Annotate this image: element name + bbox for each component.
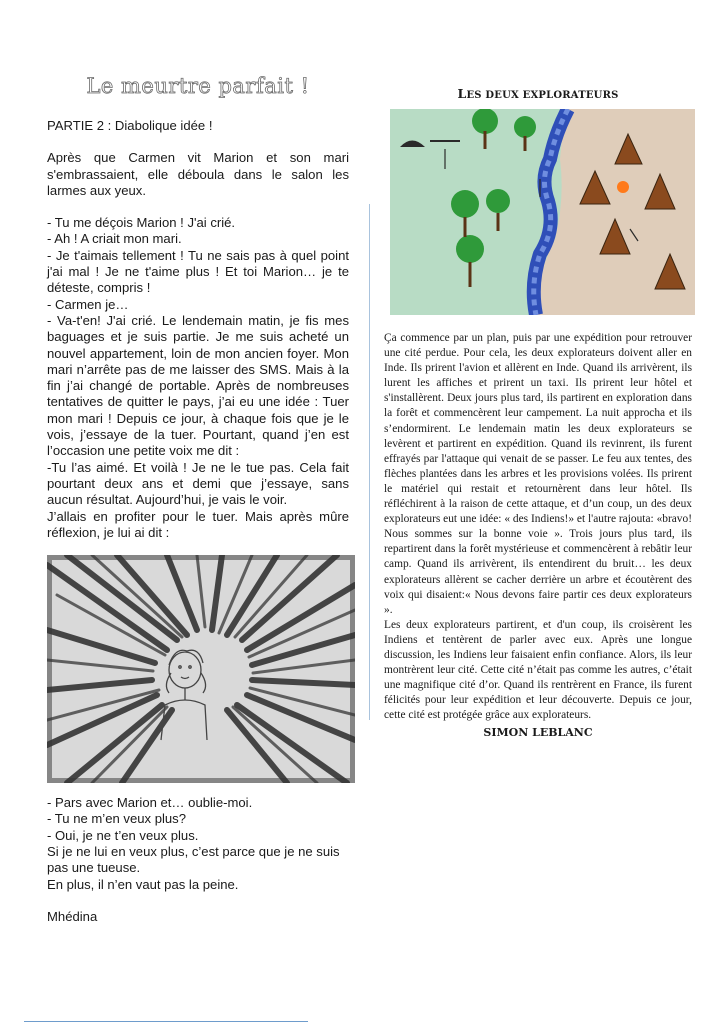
explorers-paragraph: Ça commence par un plan, puis par une expédition pour retrouver une cité perdue. Pour cela, les deux explorateurs doivent aller en Inde. Ils prirent l'avion et allèrent en Inde. Quand ils arrivèrent, ils lurent les affiches et prirent un taxi. Ils prirent leur hôtel et s'installèrent. Deux jours plus tard, ils partirent en exploration dans la forêt et commencèrent leur campement. La nuit approcha et ils s’endormirent. Le lendemain matin les deux explorateurs se levèrent et partirent en expédition. Quand ils revinrent, ils furent effrayés par l'attaque qui venait de se passer. Le feu aux tentes, des flèches plantées dans les arbres et les provisions volées. Ils prirent le matériel qui restait et retournèrent dans leur hôtel. Ils réfléchirent à la raison de cette attaque, et d’un coup, un des deux explorateurs eut une idée: « des Indiens!» et l'autre rajouta: «bravo! Nous sommes sur la bonne voie ». Trois jours plus tard, ils repartirent dans la forêt mystérieuse et commencèrent à rebâtir leur camp. Quand ils arrivèrent, ils entendirent du bruit… les deux explorateurs allèrent se cacher derrière un arbre et écoutèrent des voix qui disaient:« Nous devons faire partir ces deux explorateurs ». [384,332,692,616]
left-author: Mhédina [47,908,98,924]
dialogue-line: - Tu me déçois Marion ! J'ai crié. [47,215,236,231]
ending-line: Si je ne lui en veux plus, c’est parce que je ne suis pas une tueuse. [47,844,340,876]
explorers-paragraph: Les deux explorateurs partirent, et d'un coup, ils croisèrent les Indiens et tentèrent de parler avec eux. Après une longue discussion, les Indiens leur faisaient enfin confiance. Alors, ils leur montrèrent leur cité. Cette cité n’était pas comme les autres, c’était une magnifique cité d’or. Quand ils rentrèrent en France, ils furent félicités pour leur expédition et leur découverte. Depuis ce jour, cette cité est protégée grâce aux explorateurs. [384,618,692,722]
ending-block [47,795,349,925]
dialogue-line: - Je t'aimais tellement ! Tu ne sais pas à quel point j'ai mal ! Je ne t'aime plus ! Et toi Marion… je te déteste, compris ! [47,247,349,296]
dialogue-line: -Tu l’as aimé. Et voilà ! Je ne le tue pas. Cela fait pourtant deux ans et demi que j’essaye, sans aucun résultat. Aujourd’hui, je vais le voir. [47,459,349,508]
intro-paragraph: Après que Carmen vit Marion et son mari s'embrassaient, elle déboula dans le salon les larmes aux yeux. [47,150,349,198]
right-column [384,86,692,739]
dialogue-line: - Va-t'en! J'ai crié. Le lendemain matin, je fis mes baguages et je suis partie. Je me suis acheté un nouvel appartement, loin de mon ancien foyer. Mon mari n’arrête pas de me laisser des SMS. Mais à la fin j’ai changé de portable. Après de nombreuses tentatives de quitter le pays, j’ai eu une idée : Tuer mon mari ! Depuis ce jour, à chaque fois que je le vois, j’essaye de la tuer. Pourtant, quand j’en est l’occasion une petite voix me dit : [47,312,349,459]
part-heading: PARTIE 2 : Diabolique idée ! [47,118,213,133]
footer-rule [24,1021,308,1022]
ending-line: En plus, il n’en vaut pas la peine. [47,876,239,892]
ending-line: - Tu ne m’en veux plus? [47,811,187,827]
story-title: Le meurtre parfait ! [86,74,310,98]
dialogue-line: - Carmen je… [47,296,129,312]
dialogue-block [47,215,349,541]
dialogue-line: J’allais en profiter pour le tuer. Mais après mûre réflexion, je lui ai dit : [47,508,349,540]
dialogue-line: - Ah ! A criait mon mari. [47,231,182,247]
ending-line: - Oui, je ne t’en veux plus. [47,827,199,843]
explorers-title: LES DEUX EXPLORATEURS [457,86,619,101]
charcoal-drawing [47,555,355,783]
right-author: SIMON LEBLANC [483,726,593,740]
column-divider [369,204,370,720]
map-drawing [390,109,695,315]
ending-line: - Pars avec Marion et… oublie-moi. [47,795,253,811]
left-column [47,74,349,925]
